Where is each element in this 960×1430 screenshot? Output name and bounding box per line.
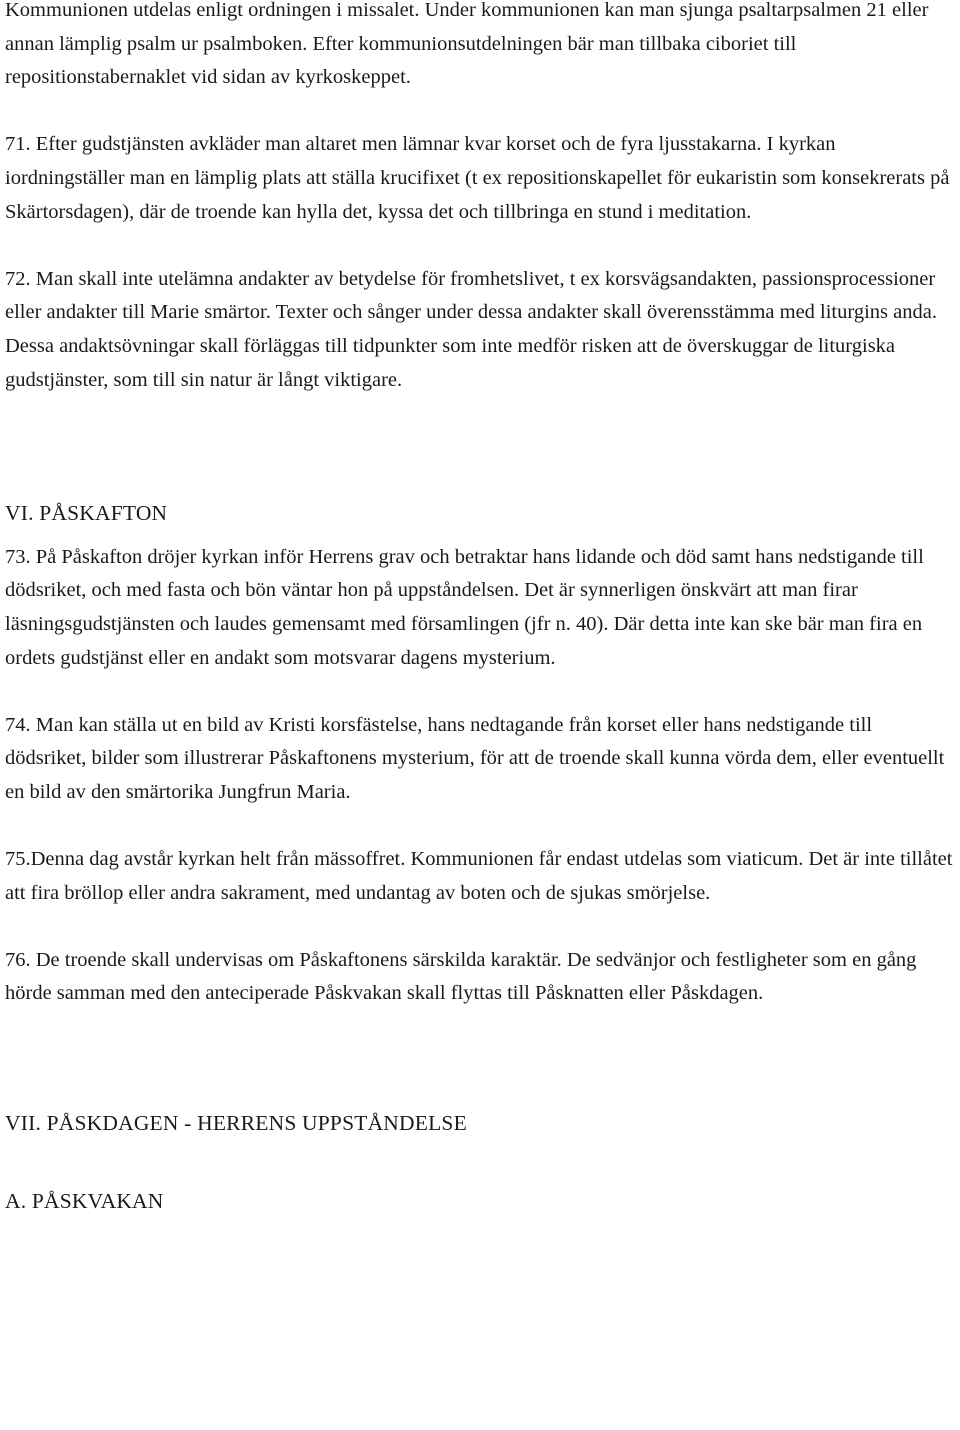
spacer bbox=[5, 229, 957, 263]
section-gap bbox=[5, 1011, 957, 1107]
spacer bbox=[5, 910, 957, 944]
section-heading-vii: VII. PÅSKDAGEN - HERRENS UPPSTÅNDELSE bbox=[5, 1111, 467, 1136]
paragraph-76: 76. De troende skall undervisas om Påskaftonens särskilda karaktär. De sedvänjor och festligheter som en gång hörde samman med den anteciperade Påskvakan skall flyttas till Påsknatten eller Påskdagen. bbox=[5, 948, 917, 1005]
document-page bbox=[5, 0, 957, 1218]
spacer bbox=[5, 675, 957, 709]
section-gap bbox=[5, 1141, 957, 1185]
paragraph-72: 72. Man skall inte utelämna andakter av betydelse för fromhetslivet, t ex korsvägsandakten, passionsprocessioner eller andakter till Marie smärtor. Texter och sånger under dessa andakter skall överensstämma med liturgins anda. Dessa andaktsövningar skall förläggas till tidpunkter som inte medför risken att de överskuggar de liturgiska gudstjänster, som till sin natur är långt viktigare. bbox=[5, 267, 937, 391]
spacer bbox=[5, 531, 957, 541]
paragraph-75: 75.Denna dag avstår kyrkan helt från mässoffret. Kommunionen får endast utdelas som viaticum. Det är inte tillåtet att fira bröllop eller andra sakrament, med undantag av boten och de sjukas smörjelse. bbox=[5, 848, 953, 904]
paragraph-73: 73. På Påskafton dröjer kyrkan inför Herrens grav och betraktar hans lidande och död samt hans nedstigande till dödsriket, och med fasta och bön väntar hon på uppståndelsen. Det är synnerligen önskvärt att man firar läsningsgudstjänsten och laudes gemensamt med församlingen (jfr n. 40). Där detta inte kan ske bär man fira en ordets gudstjänst eller en andakt som motsvarar dagens mysterium. bbox=[5, 545, 924, 669]
spacer bbox=[5, 95, 957, 129]
section-gap bbox=[5, 397, 957, 497]
section-heading-vi: VI. PÅSKAFTON bbox=[5, 501, 168, 526]
paragraph-71: 71. Efter gudstjänsten avkläder man altaret men lämnar kvar korset och de fyra ljusstakarna. I kyrkan iordningställer man en lämplig plats att ställa krucifixet (t ex repositionskapellet för eukaristin som konsekrerats på Skärtorsdagen), där de troende kan hylla det, kyssa det och tillbringa en stund i meditation. bbox=[5, 133, 950, 223]
subsection-heading-a: A. PÅSKVAKAN bbox=[5, 1188, 164, 1213]
paragraph-70-continuation: Kommunionen utdelas enligt ordningen i missalet. Under kommunionen kan man sjunga psaltarpsalmen 21 eller annan lämplig psalm ur psalmboken. Efter kommunionsutdelningen bär man tillbaka ciboriet till repositionstabernaklet vid sidan av kyrkoskeppet. bbox=[5, 0, 929, 89]
paragraph-74: 74. Man kan ställa ut en bild av Kristi korsfästelse, hans nedtagande från korset eller hans nedstigande till dödsriket, bilder som illustrerar Påskaftonens mysterium, för att de troende skall kunna vörda dem, eller eventuellt en bild av den smärtorika Jungfrun Maria. bbox=[5, 713, 945, 803]
spacer bbox=[5, 809, 957, 843]
